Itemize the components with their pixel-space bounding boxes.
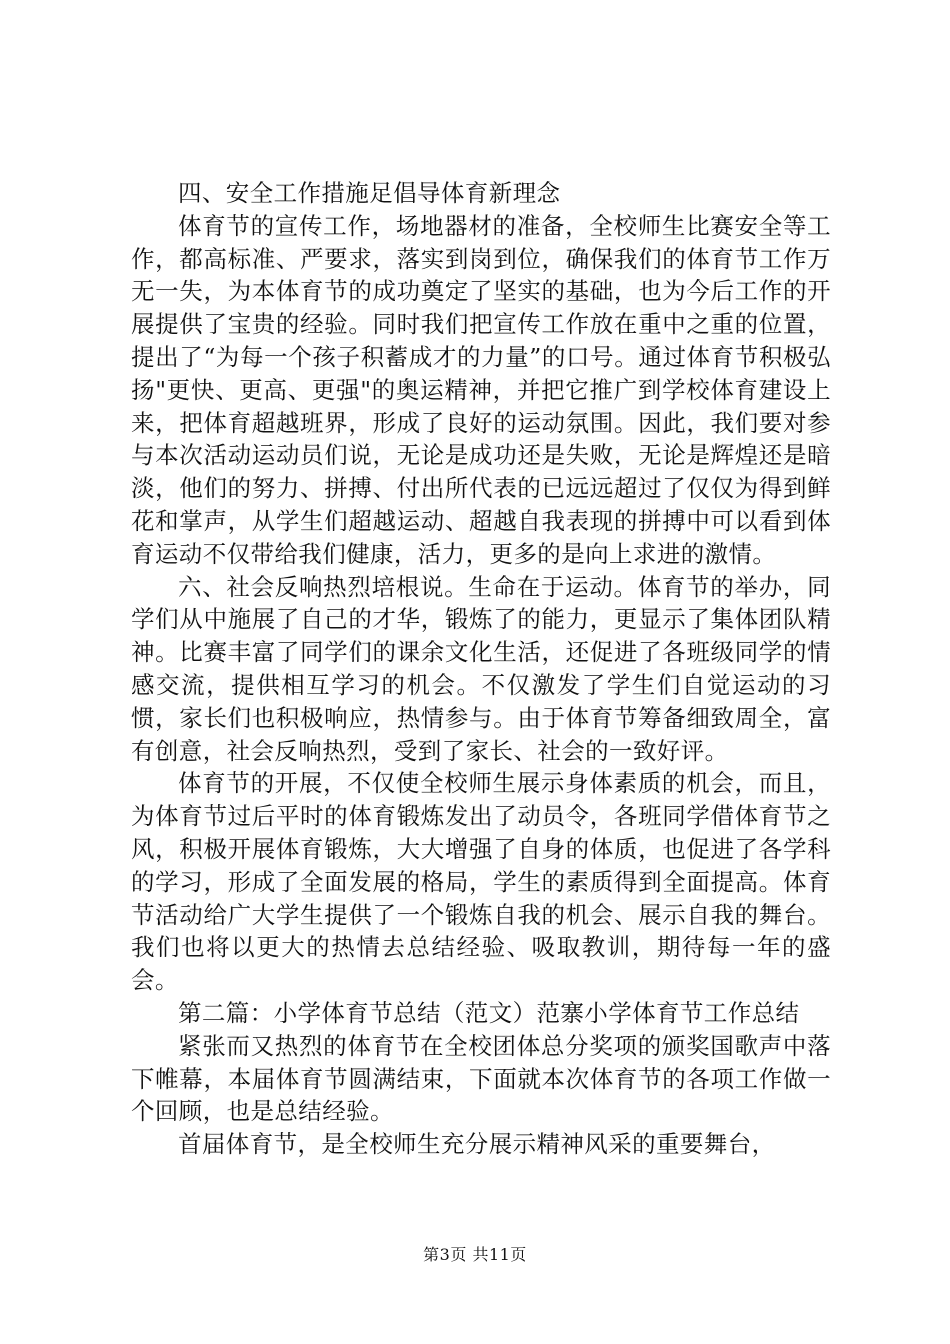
section-heading-safety: 四、安全工作措施足倡导体育新理念 [178, 179, 561, 207]
paragraph-publicity: 体育节的宣传工作，场地器材的准备，全校师生比赛安全等工作，都高标准、严要求，落实到岗到位，确保我们的体育节工作万无一失，为本体育节的成功奠定了坚实的基础，也为今后工作的开展提供了宝贵的经验。同时我们把宣传工作放在重中之重的位置，提出了“为每一个孩子积蓄成才的力量”的口号。通过体育节积极弘扬"更快、更高、更强"的奥运精神，并把它推广到学校体育建设上来，把体育超越班界，形成了良好的运动氛围。因此，我们要对参与本次活动运动员们说，无论是成功还是失败，无论是辉煌还是暗淡，他们的努力、拼搏、付出所代表的已远远超过了仅仅为得到鲜花和掌声，从学生们超越运动、超越自我表现的拼搏中可以看到体育运动不仅带给我们健康，活力，更多的是向上求进的激情。 [131, 211, 831, 568]
page-number-footer: 第3页 共11页 [423, 1245, 527, 1264]
paragraph-closing: 紧张而又热烈的体育节在全校团体总分奖项的颁奖国歌声中落下帷幕，本届体育节圆满结束，下面就本次体育节的各项工作做一个回顾，也是总结经验。 [131, 1031, 831, 1126]
chapter-heading-part-two: 第二篇：小学体育节总结（范文）范寨小学体育节工作总结 [178, 998, 800, 1027]
document-body [131, 177, 831, 1161]
paragraph-social-response: 六、社会反响热烈培根说。生命在于运动。体育节的举办，同学们从中施展了自己的才华，锻炼了的能力，更显示了集体团队精神。比赛丰富了同学们的课余文化生活，还促进了各班级同学的情感交流，提供相互学习的机会。不仅激发了学生们自觉运动的习惯，家长们也积极响应，热情参与。由于体育节筹备细致周全，富有创意，社会反响热烈，受到了家长、社会的一致好评。 [131, 572, 831, 765]
paragraph-first-festival: 首届体育节，是全校师生充分展示精神风采的重要舞台， [178, 1130, 776, 1159]
paragraph-development: 体育节的开展，不仅使全校师生展示身体素质的机会，而且，为体育节过后平时的体育锻炼发出了动员令，各班同学借体育节之风，积极开展体育锻炼，大大增强了自身的体质，也促进了各学科的学习，形成了全面发展的格局，学生的素质得到全面提高。体育节活动给广大学生提供了一个锻炼自我的机会、展示自我的舞台。我们也将以更大的热情去总结经验、吸取教训，期待每一年的盛会。 [131, 769, 831, 995]
